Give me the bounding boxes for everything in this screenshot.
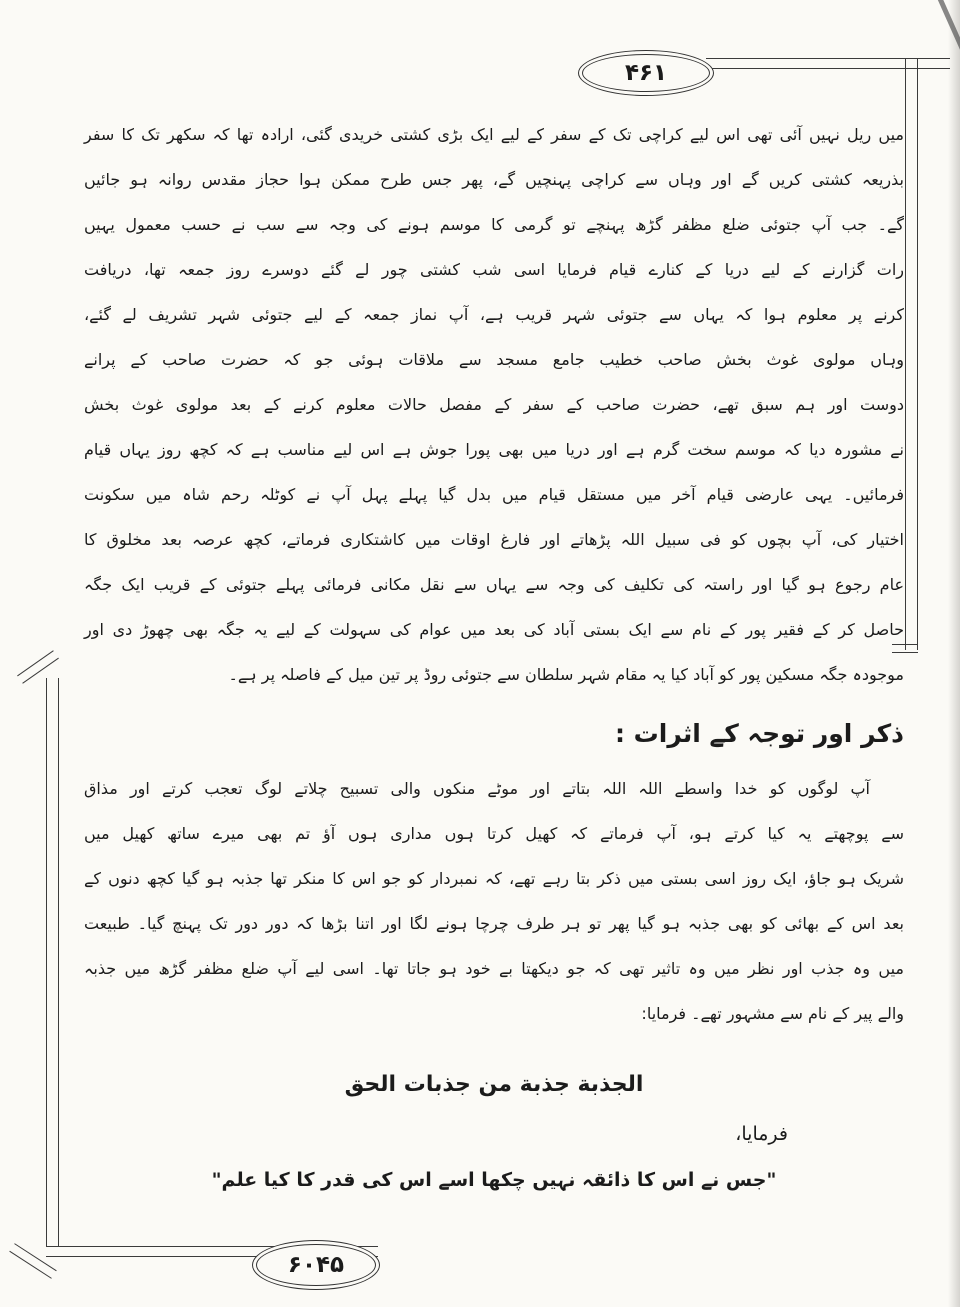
text-line: بذریعہ کشتی کریں گے اور وہاں سے کراچی پہنچیں گے، پھر جس طرح ممکن ہوا حجاز مقدس روانہ ہو جائیں (84, 170, 904, 189)
text-line: شریک ہو جاؤ، ایک روز اسی بستی میں ذکر بتا رہے تھے، کہ نمبردار کو جو اس کا منکر تھا جذبہ ہو گیا کچھ دنوں کے (84, 869, 904, 888)
page-body (84, 112, 904, 1191)
text-line: والے پیر کے نام سے مشہور تھے۔ فرمایا: (641, 1004, 904, 1023)
text-line: گے۔ جب آپ جتوئی ضلع مظفر گڑھ پہنچے تو گرمی کا موسم ہونے کی وجہ سے سب نے حسب معمول یہیں (84, 215, 904, 234)
text-line: رات گزارنے کے لیے دریا کے کنارے قیام فرمایا اسی شب کشتی چور لے گئے دوسرے روز جمعہ تھا، دریافت (84, 260, 904, 279)
paragraph-1 (84, 112, 904, 697)
text-line: اختیار کی، آپ بچوں کو فی سبیل اللہ پڑھاتے اور فارغ اوقات میں کاشتکاری فرماتے، کچھ عرصہ بعد مخلوق کا (84, 530, 904, 549)
scan-artifact (935, 0, 960, 66)
paragraph-2 (84, 766, 904, 1036)
border-ornament-right-vertical (905, 58, 918, 650)
text-line: آپ لوگوں کو خدا واسطے اللہ اللہ بتاتے اور موٹے منکوں والی تسبیح چلاتے لوگ تعجب کرتے اور مذاق (84, 779, 870, 798)
text-line: نے مشورہ دیا کہ موسم سخت گرم ہے اور دریا میں بھی پورا جوش ہے اس لیے مناسب ہے کہ کچھ روز یہاں قیام (84, 440, 904, 459)
scan-edge-shading (948, 0, 960, 1307)
text-line: عام رجوع ہو گیا اور راستہ کی تکلیف کی وجہ سے یہاں سے نقل مکانی فرمائی پہلے جتوئی کے قریب ایک جگہ (84, 575, 904, 594)
text-line: کرنے پر معلوم ہوا کہ یہاں سے جتوئی شہر قریب ہے، آپ نماز جمعہ کے لیے جتوئی شہر تشریف لے گئے، (84, 305, 904, 324)
text-line: حاصل کر کے فقیر پور کے نام سے ایک بستی آباد کی بعد میں عوام کی سہولت کے لیے یہ جگہ بھی چھوڑ دی اور (84, 620, 904, 639)
text-line: موجودہ جگہ مسکین پور کو آباد کیا یہ مقام شہر سلطان سے جتوئی روڈ پر تین میل کے فاصلہ پر ہے۔ (228, 665, 904, 684)
text-line: فرمائیں۔ یہی عارضی قیام آخر میں مستقل قیام میں بدل گیا پہلے پہل آپ نے کوٹلہ رحم شاہ میں سکونت (84, 485, 904, 504)
text-line: میں ریل نہیں آئی تھی اس لیے کراچی تک کے سفر کے لیے ایک بڑی کشتی خریدی گئی، ارادہ تھا کہ سکھر تک کا سفر (84, 125, 904, 144)
page-number-cartouche-top (578, 50, 714, 96)
page-number-bottom: ۶۰۴۵ (287, 1252, 345, 1278)
closing-quote: "جس نے اس کا ذائقہ نہیں چکھا اسے اس کی قدر کا کیا علم" (211, 1169, 777, 1191)
border-ornament-left-vertical (46, 678, 59, 1246)
text-line: سے پوچھتے یہ کیا کرتے ہو، آپ فرماتے کہ کھیل کرتا ہوں مداری ہوں آؤ تم بھی میرے ساتھ کھیل میں (84, 824, 904, 843)
page-number-cartouche-bottom (252, 1240, 380, 1290)
text-line: وہاں مولوی غوث بخش صاحب خطیب جامع مسجد سے ملاقات ہوئی جو کہ حضرت صاحب کے پرانے (84, 350, 904, 369)
section-heading: ذکر اور توجہ کے اثرات : (614, 719, 904, 748)
page-number-top: ۴۶۱ (624, 60, 668, 86)
text-line: دوست اور ہم سبق تھے، حضرت صاحب کے سفر کے مفصل حالات معلوم کرنے کے بعد مولوی غوث بخش (84, 395, 904, 414)
farmaya-label: فرمایا، (735, 1123, 788, 1145)
text-line: میں وہ جذب اور نظر میں وہ تاثیر تھی کہ جو دیکھتا بے خود ہو جاتا تھا۔ اسی لیے آپ ضلع مظفر گڑھ میں جذبہ (84, 959, 904, 978)
arabic-quote: الجذبة جذبة من جذبات الحق (344, 1072, 644, 1097)
text-line: بعد اس کے بھائی کو بھی جذبہ ہو گیا پھر تو ہر طرف چرچا ہونے لگا اور اتنا بڑھا کہ دور دور تک پہنچ گیا۔ طبیعت (84, 914, 904, 933)
